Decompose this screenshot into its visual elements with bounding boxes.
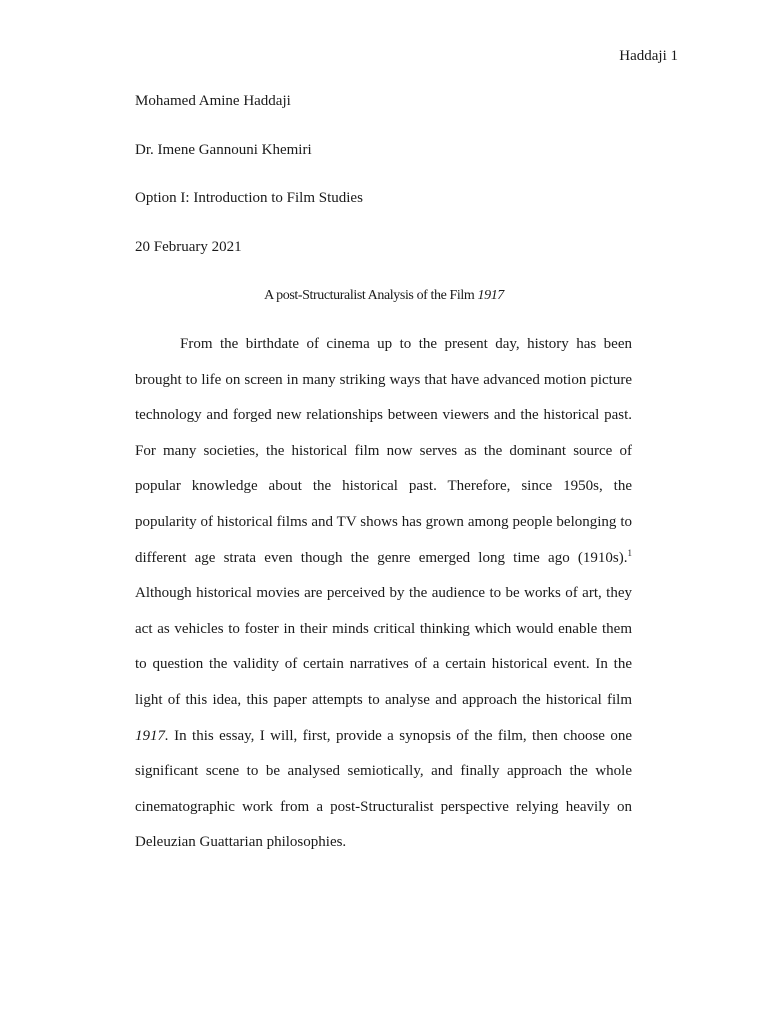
footnote-reference[interactable]: 1	[627, 547, 632, 558]
author-name: Mohamed Amine Haddaji	[135, 93, 291, 109]
paragraph-part-3: In this essay, I will, first, provide a synopsis of the film, then choose one significant scene to be analysed semiotically, and finally approach the whole cinematographic work from a post-Structuralist perspective relying heavily on Deleuzian Guattarian philosophies.	[135, 727, 632, 851]
essay-title-film: 1917	[477, 288, 504, 303]
paragraph-part-1: From the birthdate of cinema up to the present day, history has been brought to life on screen in many striking ways that have advanced motion picture technology and forged new relationships between viewers and the historical past. For many societies, the historical film now serves as the dominant source of popular knowledge about the historical past. Therefore, since 1950s, the popularity of historical films and TV shows has grown among people belonging to different age strata even though the genre emerged long time ago (1910s).	[135, 336, 632, 566]
body-paragraph	[135, 327, 632, 861]
essay-title	[0, 286, 768, 306]
running-head: Haddaji 1	[619, 48, 678, 64]
paragraph-part-2: Although historical movies are perceived by the audience to be works of art, they act as vehicles to foster in their minds critical thinking which would enable them to question the validity of certain narratives of a certain historical event. In the light of this idea, this paper attempts to analyse and approach the historical film	[135, 585, 632, 708]
document-date: 20 February 2021	[135, 239, 242, 255]
essay-title-text: A post-Structuralist Analysis of the Film	[264, 288, 478, 303]
course-name: Option I: Introduction to Film Studies	[135, 190, 363, 206]
paragraph-film-title: 1917.	[135, 727, 169, 744]
instructor-name: Dr. Imene Gannouni Khemiri	[135, 142, 312, 158]
